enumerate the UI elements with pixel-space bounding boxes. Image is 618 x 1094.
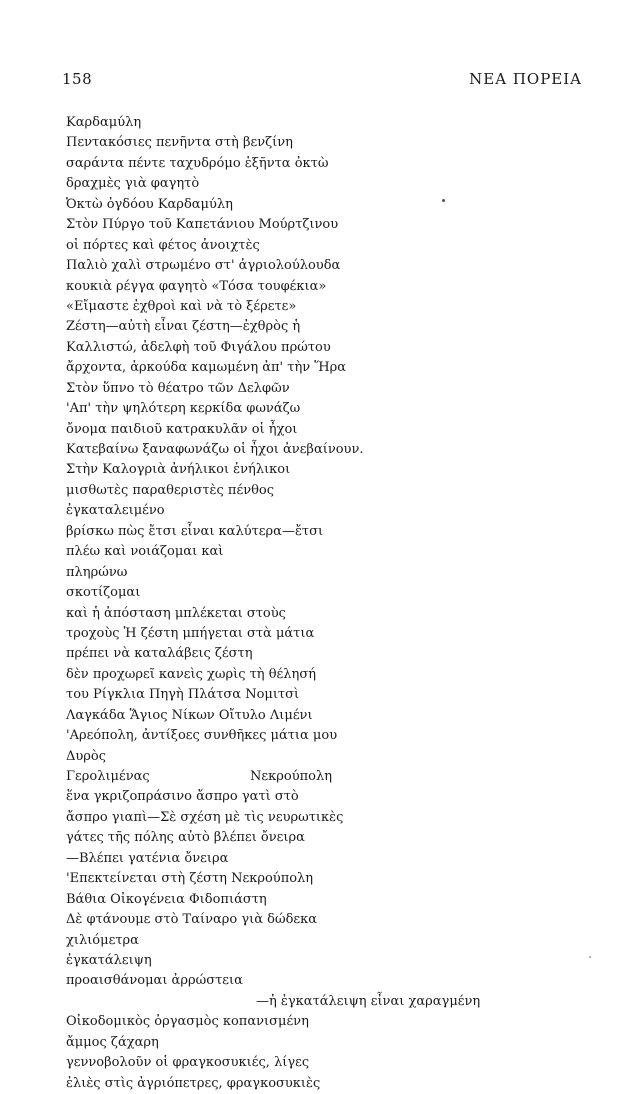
poem-line: «Εἴμαστε ἐχθροὶ καὶ νὰ τὸ ξέρετε» xyxy=(66,298,297,314)
poem-line: —Βλέπει γατένια ὄνειρα xyxy=(66,850,229,866)
poem-line: ὄνομα παιδιοῦ κατρακυλᾶν οἱ ἦχοι xyxy=(66,421,298,437)
poem-line: Στὸν Πύργο τοῦ Καπετάνιου Μούρτζινου xyxy=(66,217,339,233)
split-line-left: Γερολιμένας xyxy=(66,769,150,784)
split-line-right: Νεκρούπολη xyxy=(250,769,333,784)
poem-line: σαράντα πέντε ταχυδρόμο ἑξῆντα ὀκτὼ xyxy=(66,155,329,171)
poem-line: οἱ πόρτες καὶ φέτος ἀνοιχτὲς xyxy=(66,237,260,253)
poem-line: Καρδαμύλη xyxy=(66,115,142,130)
ink-speck xyxy=(589,956,591,958)
poem-line: ἕνα γκριζοπράσινο ἄσπρο γατὶ στὸ xyxy=(66,789,299,805)
poem-line: χιλιόμετρα xyxy=(66,932,139,948)
poem-line: σκοτίζομαι xyxy=(66,585,141,601)
poem-split-line xyxy=(66,767,586,787)
poem-line: μισθωτὲς παραθεριστὲς πένθος xyxy=(66,482,275,498)
poem-line: Βάθια Οἰκογένεια Φιδοπιάστη xyxy=(66,891,267,907)
poem-line: ἐγκατάλειψη xyxy=(66,952,152,968)
poem-line: του Ρίγκλια Πηγὴ Πλάτσα Νομιτσὶ xyxy=(66,687,300,703)
page-number: 158 xyxy=(62,70,93,88)
poem-line: 'Αρεόπολη, ἀντίξοες συνθῆκες μάτια μου xyxy=(66,728,338,744)
poem-line: πληρώνω xyxy=(66,564,128,580)
poem-line: Καλλιστώ, ἀδελφὴ τοῦ Φιγάλου πρώτου xyxy=(66,339,331,355)
poem-line: ἐγκαταλειμένο xyxy=(66,503,165,519)
poem-line: 'Επεκτείνεται στὴ ζέστη Νεκρούπολη xyxy=(66,871,314,887)
poem-line: ἄρχοντα, ἀρκούδα καμωμένη ἀπ' τὴν Ἥρα xyxy=(66,360,347,376)
poem-line: Πεντακόσιες πενῆντα στὴ βενζίνη xyxy=(66,135,293,151)
poem xyxy=(66,113,586,1094)
poem-line: ἐλιὲς στὶς ἀγριόπετρες, φραγκοσυκιὲς xyxy=(66,1075,321,1091)
poem-line: πρέπει νὰ καταλάβεις ζέστη xyxy=(66,646,253,662)
poem-line: Λαγκάδα Ἅγιος Νίκων Οἴτυλο Λιμένι xyxy=(66,707,313,723)
poem-line: Κατεβαίνω ξαναφωνάζω οἱ ἦχοι ἀνεβαίνουν. xyxy=(66,442,364,457)
poem-line: βρίσκω πὼς ἔτσι εἶναι καλύτερα—ἔτσι xyxy=(66,523,324,539)
poem-indented-line: —ἡ ἐγκατάλειψη εἶναι χαραγμένη xyxy=(256,993,481,1009)
running-head: ΝΕΑ ΠΟΡΕΙΑ xyxy=(469,70,582,88)
poem-line: Ζέστη—αὐτὴ εἶναι ζέστη—ἐχθρὸς ἡ xyxy=(66,319,301,335)
poem-line: γεννοβολοῦν οἱ φραγκοσυκιές, λίγες xyxy=(66,1055,310,1071)
poem-line: ἄμμος ζάχαρη xyxy=(66,1034,159,1050)
poem-line: Δὲ φτάνουμε στὸ Ταίναρο γιὰ δώδεκα xyxy=(66,912,318,928)
poem-line: Στὸν ὕπνο τὸ θέατρο τῶν Δελφῶν xyxy=(66,380,290,396)
poem-line: δραχμὲς γιὰ φαγητὸ xyxy=(66,176,200,192)
poem-line: καὶ ἡ ἀπόσταση μπλέκεται στοὺς xyxy=(66,605,286,621)
poem-line: τροχοὺς Ἡ ζέστη μπήγεται στὰ μάτια xyxy=(66,625,315,641)
poem-line: κουκιὰ ρέγγα φαγητὸ «Τόσα τουφέκια» xyxy=(66,278,327,294)
poem-line: Παλιὸ χαλὶ στρωμένο στ' ἀγριολούλουδα xyxy=(66,258,341,274)
poem-line: Στὴν Καλογριὰ ἀνήλικοι ἐνήλικοι xyxy=(66,462,291,478)
poem-line: Ὀκτὼ ὀγδόου Καρδαμύλη xyxy=(66,196,233,212)
poem-line: δὲν προχωρεῖ κανεὶς χωρὶς τὴ θέλησή xyxy=(66,666,316,682)
poem-line: 'Απ' τὴν ψηλότερη κερκίδα φωνάζω xyxy=(66,401,301,417)
poem-line: Δυρὸς xyxy=(66,748,107,764)
poem-line: Οἰκοδομικὸς ὀργασμὸς κοπανισμένη xyxy=(66,1014,309,1030)
poem-line: γάτες τῆς πόλης αὐτὸ βλέπει ὄνειρα xyxy=(66,830,305,846)
poem-line: προαισθάνομαι ἀρρώστεια xyxy=(66,973,243,989)
poem-line: ἄσπρο γιαπὶ—Σὲ σχέση μὲ τὶς νευρωτικὲς xyxy=(66,809,344,825)
poem-line: πλέω καὶ νοιάζομαι καὶ xyxy=(66,544,224,560)
